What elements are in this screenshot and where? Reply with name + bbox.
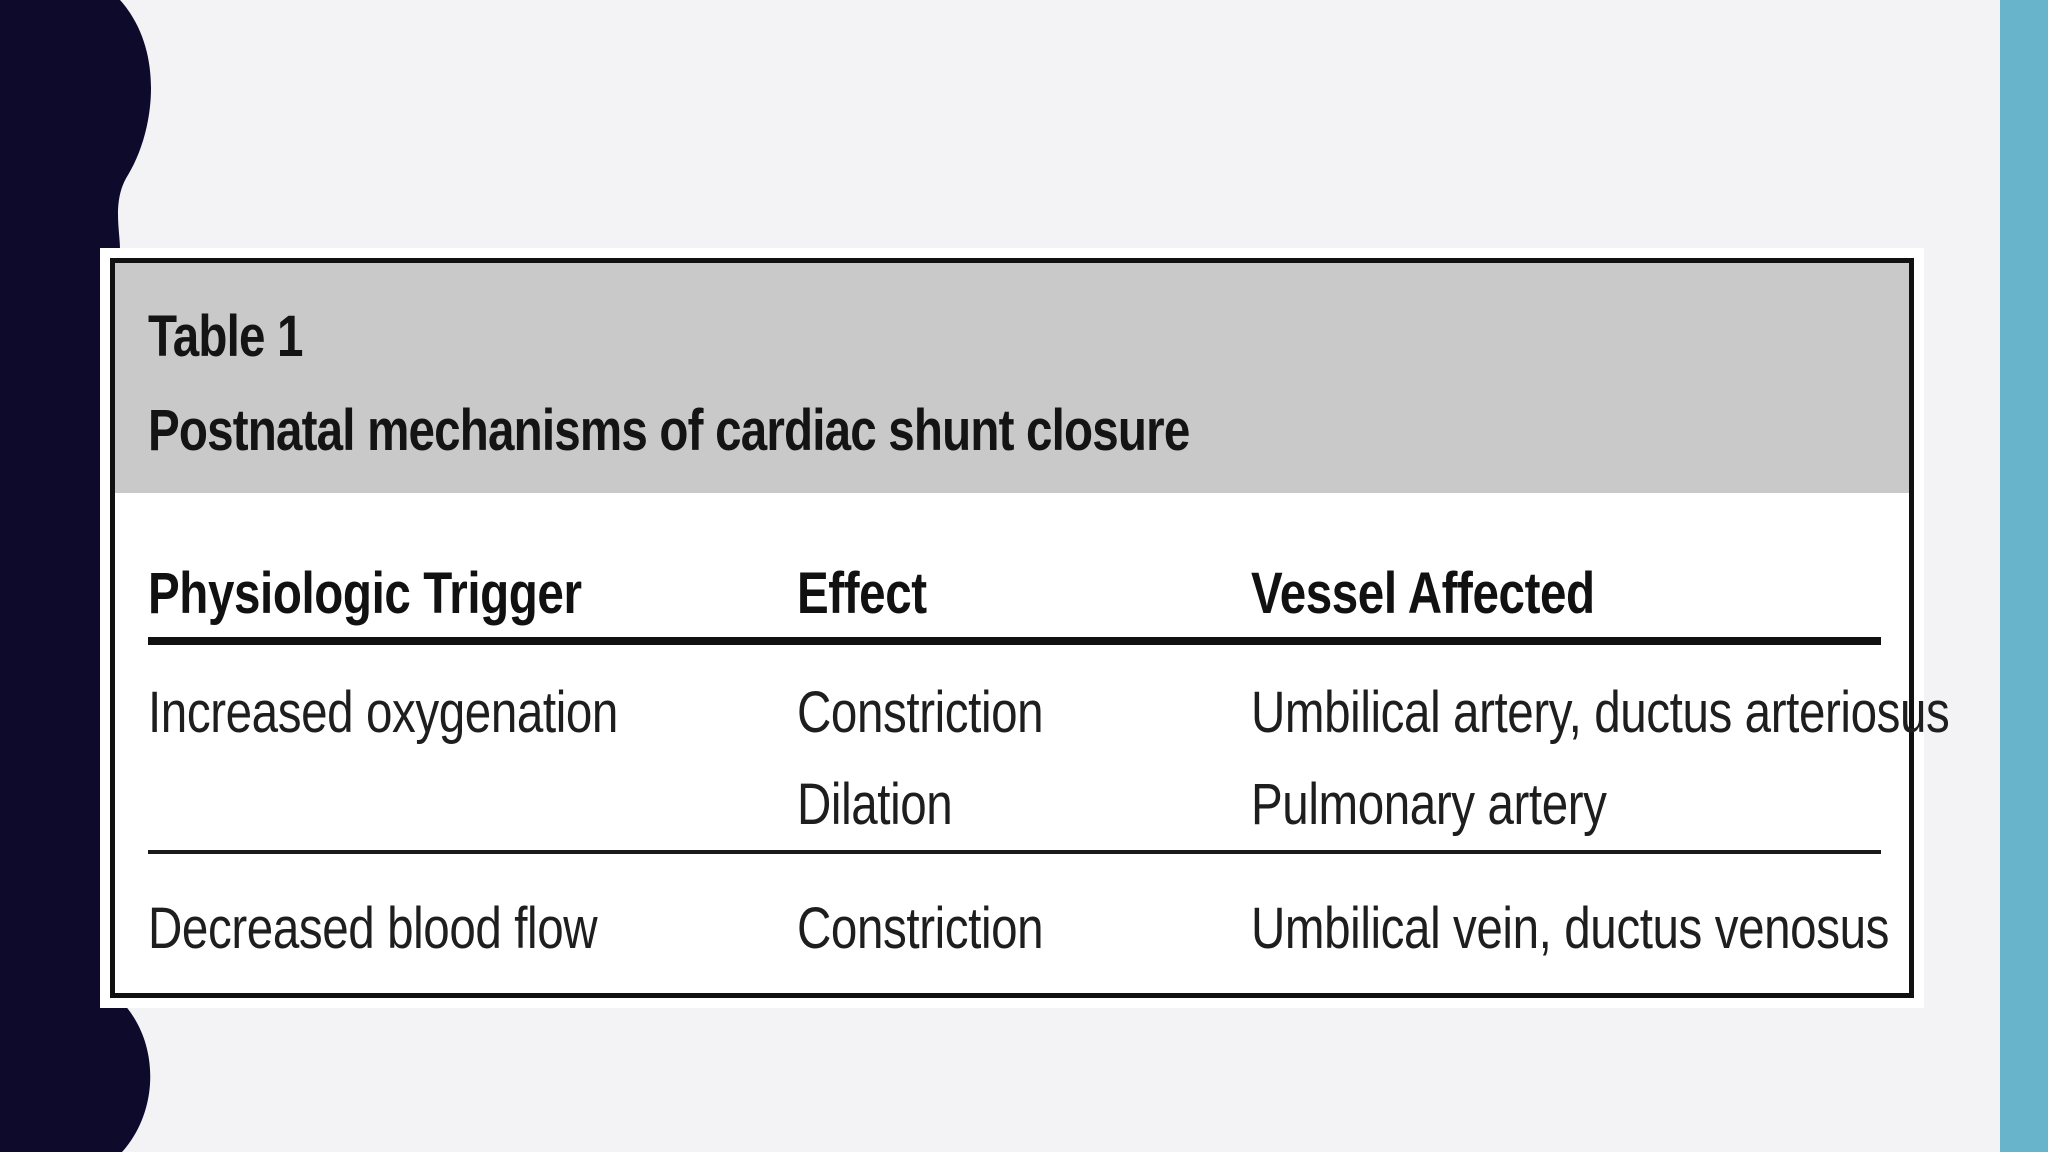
row1-vessel-1: Umbilical artery, ductus arteriosus (1251, 680, 1950, 745)
table-label: Table 1 (148, 304, 303, 369)
row2-trigger: Decreased blood flow (148, 896, 598, 961)
table-caption (115, 263, 1909, 493)
header-effect: Effect (797, 561, 927, 626)
table-image (100, 248, 1950, 1008)
row1-effect-1: Constriction (797, 680, 1044, 745)
row-separator (148, 850, 1881, 854)
row2-effect-1: Constriction (797, 896, 1044, 961)
row1-vessel-2: Pulmonary artery (1251, 772, 1607, 837)
table-title: Postnatal mechanisms of cardiac shunt closure (148, 398, 1190, 463)
header-rule (148, 637, 1881, 645)
row1-effect-2: Dilation (797, 772, 953, 837)
right-accent-band (2000, 0, 2048, 1152)
header-physiologic-trigger: Physiologic Trigger (148, 561, 582, 626)
row2-vessel-1: Umbilical vein, ductus venosus (1251, 896, 1889, 961)
row1-trigger: Increased oxygenation (148, 680, 618, 745)
header-vessel-affected: Vessel Affected (1251, 561, 1595, 626)
table-frame (110, 258, 1950, 998)
